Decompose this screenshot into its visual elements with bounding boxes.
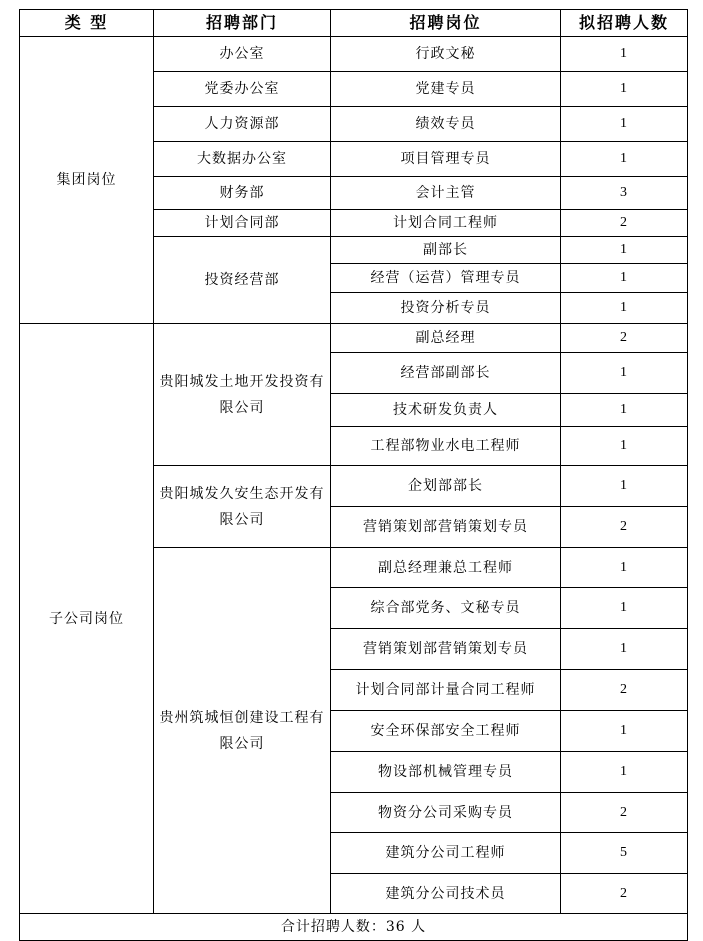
dept-cell: 大数据办公室 xyxy=(154,142,331,177)
position-cell: 副总经理 xyxy=(331,324,561,353)
count-cell: 2 xyxy=(561,324,688,353)
header-count: 拟招聘人数 xyxy=(561,10,688,37)
position-cell: 技术研发负责人 xyxy=(331,394,561,427)
position-cell: 绩效专员 xyxy=(331,107,561,142)
count-cell: 1 xyxy=(561,142,688,177)
table-row xyxy=(20,324,688,353)
count-cell: 1 xyxy=(561,37,688,72)
count-cell: 1 xyxy=(561,466,688,507)
count-cell: 1 xyxy=(561,264,688,293)
count-cell: 1 xyxy=(561,548,688,588)
position-cell: 建筑分公司技术员 xyxy=(331,874,561,914)
count-cell: 2 xyxy=(561,874,688,914)
header-type: 类 型 xyxy=(20,10,154,37)
dept-cell: 计划合同部 xyxy=(154,210,331,237)
position-cell: 党建专员 xyxy=(331,72,561,107)
position-cell: 副部长 xyxy=(331,237,561,264)
header-position: 招聘岗位 xyxy=(331,10,561,37)
count-cell: 1 xyxy=(561,107,688,142)
dept-cell: 党委办公室 xyxy=(154,72,331,107)
header-dept: 招聘部门 xyxy=(154,10,331,37)
count-cell: 1 xyxy=(561,353,688,394)
position-cell: 营销策划部营销策划专员 xyxy=(331,629,561,670)
count-cell: 1 xyxy=(561,711,688,752)
type-cell-group: 集团岗位 xyxy=(20,37,154,324)
dept-cell: 人力资源部 xyxy=(154,107,331,142)
dept-cell: 投资经营部 xyxy=(154,237,331,324)
position-cell: 企划部部长 xyxy=(331,466,561,507)
dept-cell: 贵州筑城恒创建设工程有限公司 xyxy=(154,548,331,914)
position-cell: 行政文秘 xyxy=(331,37,561,72)
count-cell: 1 xyxy=(561,394,688,427)
recruitment-table xyxy=(19,9,688,941)
type-cell-subsidiary: 子公司岗位 xyxy=(20,324,154,914)
position-cell: 会计主管 xyxy=(331,177,561,210)
count-cell: 2 xyxy=(561,793,688,833)
count-cell: 1 xyxy=(561,293,688,324)
position-cell: 营销策划部营销策划专员 xyxy=(331,507,561,548)
table-row xyxy=(20,37,688,72)
total-row xyxy=(20,914,688,941)
count-cell: 2 xyxy=(561,507,688,548)
count-cell: 1 xyxy=(561,752,688,793)
position-cell: 物设部机械管理专员 xyxy=(331,752,561,793)
position-cell: 投资分析专员 xyxy=(331,293,561,324)
header-row xyxy=(20,10,688,37)
count-cell: 2 xyxy=(561,670,688,711)
position-cell: 安全环保部安全工程师 xyxy=(331,711,561,752)
position-cell: 综合部党务、文秘专员 xyxy=(331,588,561,629)
position-cell: 计划合同工程师 xyxy=(331,210,561,237)
total-cell: 合计招聘人数：36 人 xyxy=(20,914,688,941)
position-cell: 项目管理专员 xyxy=(331,142,561,177)
position-cell: 建筑分公司工程师 xyxy=(331,833,561,874)
count-cell: 5 xyxy=(561,833,688,874)
position-cell: 物资分公司采购专员 xyxy=(331,793,561,833)
position-cell: 副总经理兼总工程师 xyxy=(331,548,561,588)
count-cell: 1 xyxy=(561,72,688,107)
count-cell: 1 xyxy=(561,588,688,629)
dept-cell: 办公室 xyxy=(154,37,331,72)
dept-cell: 贵阳城发久安生态开发有限公司 xyxy=(154,466,331,548)
position-cell: 工程部物业水电工程师 xyxy=(331,427,561,466)
dept-cell: 贵阳城发土地开发投资有限公司 xyxy=(154,324,331,466)
position-cell: 经营部副部长 xyxy=(331,353,561,394)
count-cell: 3 xyxy=(561,177,688,210)
count-cell: 1 xyxy=(561,237,688,264)
position-cell: 计划合同部计量合同工程师 xyxy=(331,670,561,711)
count-cell: 2 xyxy=(561,210,688,237)
count-cell: 1 xyxy=(561,427,688,466)
dept-cell: 财务部 xyxy=(154,177,331,210)
position-cell: 经营（运营）管理专员 xyxy=(331,264,561,293)
count-cell: 1 xyxy=(561,629,688,670)
